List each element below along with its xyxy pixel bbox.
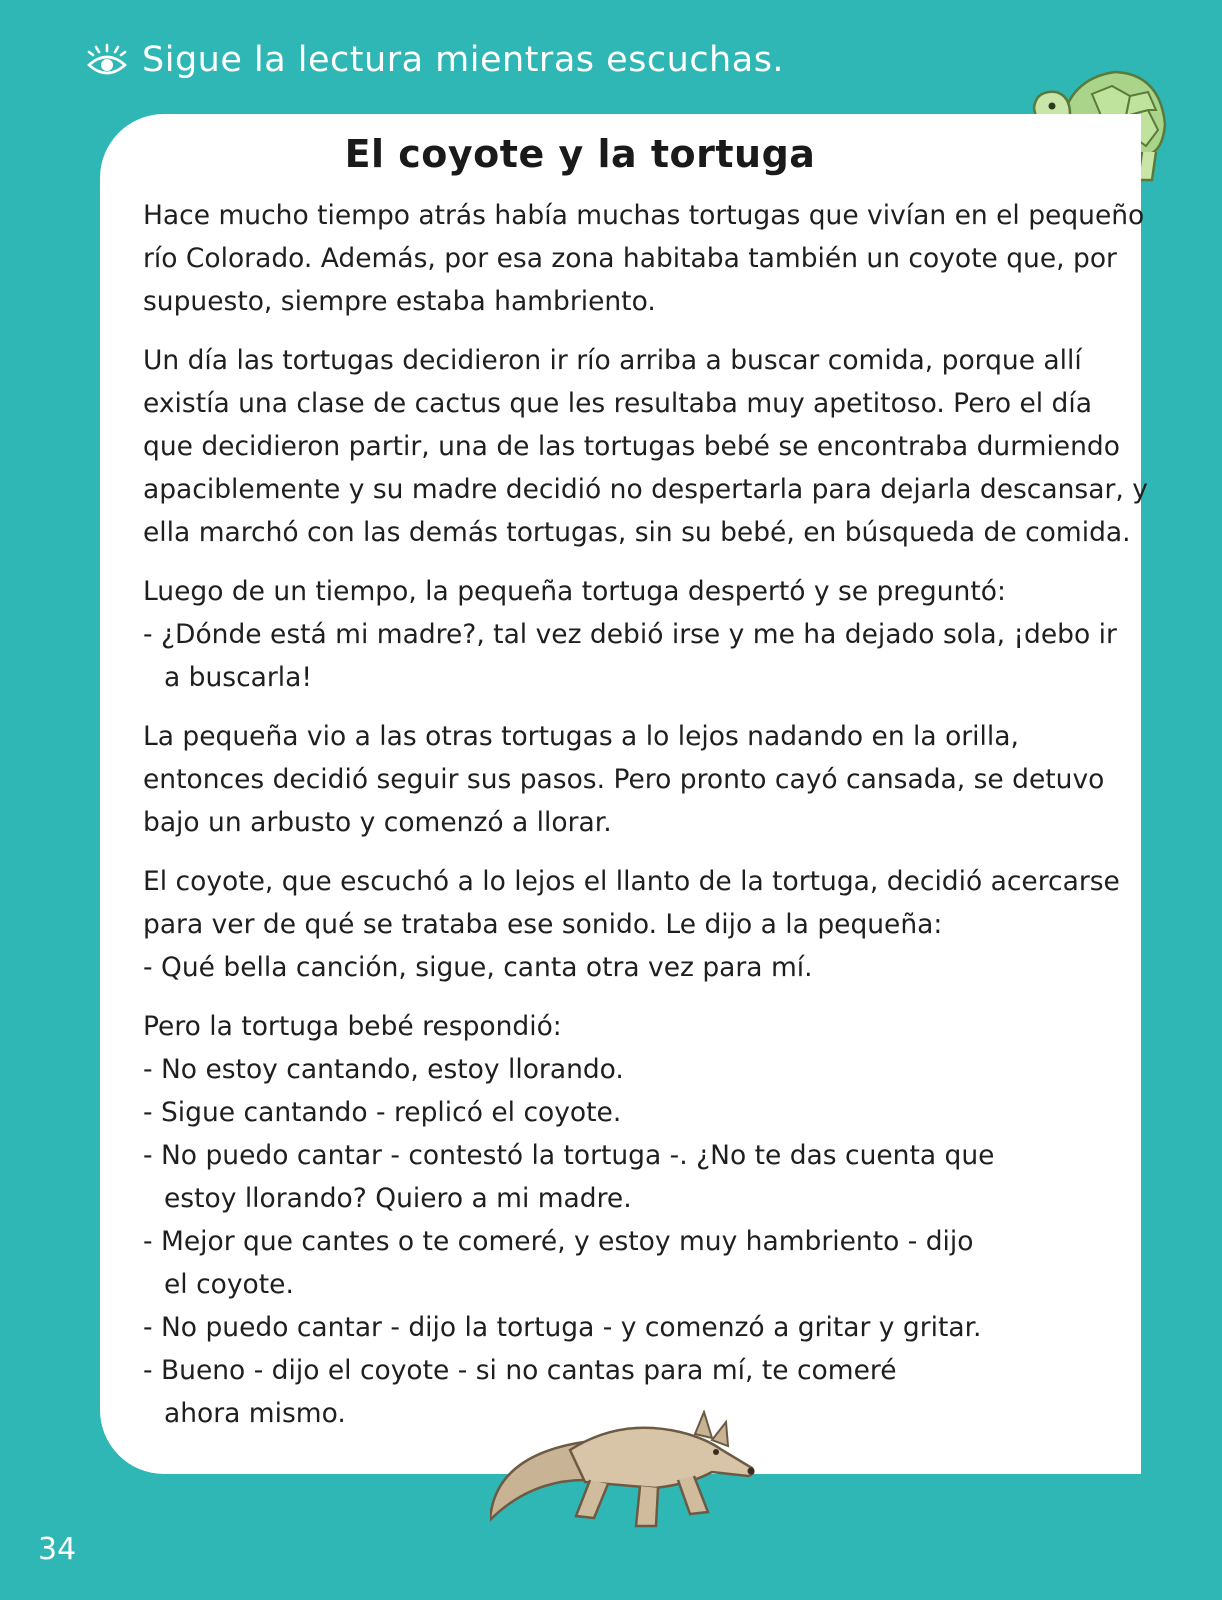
dialogue-line: - No estoy cantando, estoy llorando. — [143, 1054, 624, 1085]
text-line: río Colorado. Además, por esa zona habitaba también un coyote que, por — [143, 243, 1117, 274]
text-line: El coyote, que escuchó a lo lejos el llanto de la tortuga, decidió acercarse — [143, 866, 1120, 897]
text-line: entonces decidió seguir sus pasos. Pero pronto cayó cansada, se detuvo — [143, 764, 1105, 795]
page-number: 34 — [38, 1532, 77, 1567]
text-line: Un día las tortugas decidieron ir río arriba a buscar comida, porque allí — [143, 345, 1082, 376]
story-paragraph — [143, 339, 1148, 554]
story-paragraph — [143, 1005, 1133, 1435]
dialogue-continuation: ahora mismo. — [164, 1398, 346, 1429]
story-paragraph — [143, 860, 1133, 989]
dialogue-line: - Sigue cantando - replicó el coyote. — [143, 1097, 622, 1128]
dialogue-line: - Bueno - dijo el coyote - si no cantas para mí, te comeré — [143, 1355, 897, 1386]
dialogue-line: - No puedo cantar - dijo la tortuga - y comenzó a gritar y gritar. — [143, 1312, 982, 1343]
dialogue-continuation: a buscarla! — [164, 662, 313, 693]
instruction-text: Sigue la lectura mientras escuchas. — [142, 40, 785, 80]
story-title: El coyote y la tortuga — [344, 132, 816, 176]
text-line: La pequeña vio a las otras tortugas a lo lejos nadando en la orilla, — [143, 721, 1019, 752]
dialogue-line: - No puedo cantar - contestó la tortuga -. ¿No te das cuenta que — [143, 1140, 995, 1171]
story-paragraph — [143, 194, 1145, 323]
text-line: ella marchó con las demás tortugas, sin su bebé, en búsqueda de comida. — [143, 517, 1131, 548]
story-paragraph — [143, 715, 1133, 844]
eye-icon — [86, 43, 128, 77]
dialogue-line: - ¿Dónde está mi madre?, tal vez debió irse y me ha dejado sola, ¡debo ir — [143, 619, 1117, 650]
text-line: Hace mucho tiempo atrás había muchas tortugas que vivían en el pequeño — [143, 200, 1145, 231]
story-text — [143, 194, 1148, 1451]
text-line: apaciblemente y su madre decidió no despertarla para dejarla descansar, y — [143, 474, 1148, 505]
dialogue-continuation: estoy llorando? Quiero a mi madre. — [164, 1183, 632, 1214]
text-line: supuesto, siempre estaba hambriento. — [143, 286, 656, 317]
story-paragraph — [143, 570, 1133, 699]
dialogue-continuation: el coyote. — [164, 1269, 294, 1300]
dialogue-line: - Qué bella canción, sigue, canta otra vez para mí. — [143, 952, 813, 983]
coyote-illustration — [490, 1410, 770, 1539]
text-line: que decidieron partir, una de las tortugas bebé se encontraba durmiendo — [143, 431, 1120, 462]
reading-card — [100, 114, 1148, 1474]
text-line: para ver de qué se trataba ese sonido. Le dijo a la pequeña: — [143, 909, 943, 940]
text-line: Luego de un tiempo, la pequeña tortuga despertó y se preguntó: — [143, 576, 1006, 607]
text-line: Pero la tortuga bebé respondió: — [143, 1011, 562, 1042]
instruction-banner — [86, 40, 784, 80]
dialogue-line: - Mejor que cantes o te comeré, y estoy muy hambriento - dijo — [143, 1226, 974, 1257]
text-line: existía una clase de cactus que les resultaba muy apetitoso. Pero el día — [143, 388, 1092, 419]
text-line: bajo un arbusto y comenzó a llorar. — [143, 807, 612, 838]
